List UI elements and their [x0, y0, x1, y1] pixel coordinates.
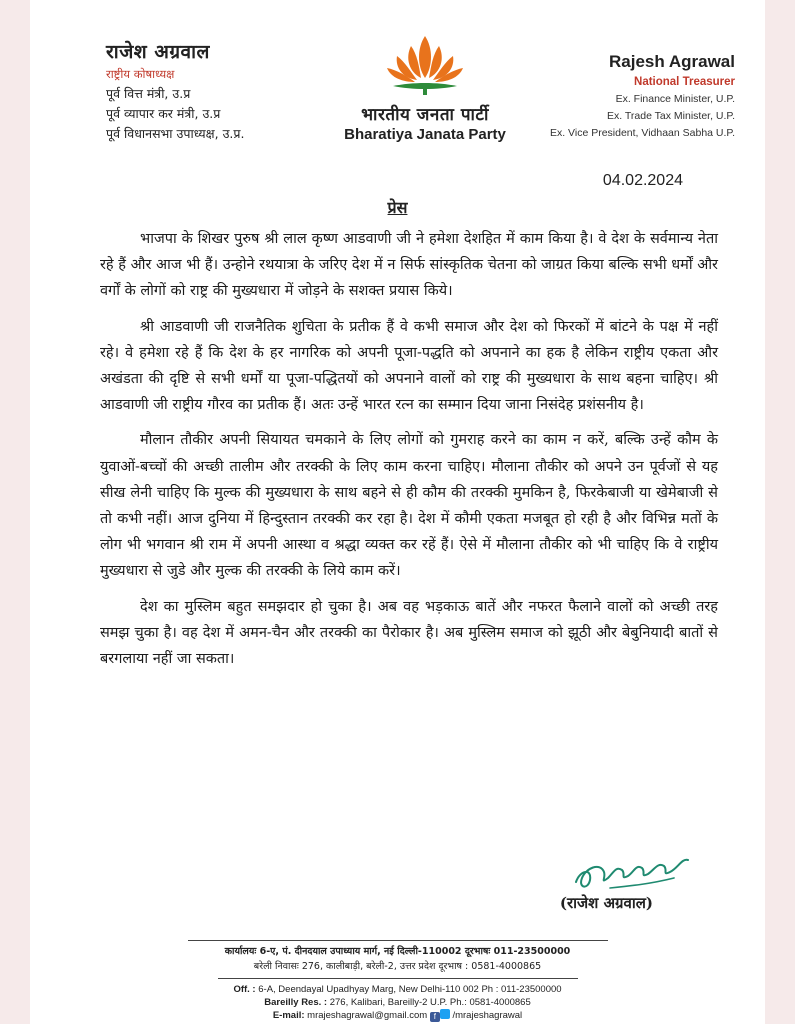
body-paragraph: मौलान तौकीर अपनी सियायत चमकाने के लिए लोगों को गुमराह करने का काम न करें, बल्कि उन्हें कौम के युवाओं-बच्चों की अच्छी तालीम और तरक्की के लिए काम करना चाहिए। मौलाना तौकीर को अपने उन पूर्वजों से यह सीख लेनी चाहिए कि मुल्क की मुख्यधारा के साथ बहने से ही कौम की तरक्की मुमकिन है, फिरकेबाजी या खेमेबाजी से तो कभी नहीं। आज दुनिया में हिन्दुस्तान तरक्की कर रहा है। देश में कौमी एकता मजबूत हो रही है और विभिन्न मतों के लोग भी भगवान श्री राम में अपनी आस्था व श्रद्धा व्यक्त कर रहें हैं। ऐसे में मौलाना तौकीर को भी चाहिए कि वे राष्ट्रीय मुख्यधारा से जुडे और मुल्क की तरक्की के लिये काम करें।: [100, 432, 718, 580]
body-paragraph: देश का मुस्लिम बहुत समझदार हो चुका है। अब वह भड़काऊ बातें और नफरत फैलाने वालों को अच्छी तरह समझ चुका है। वह देश में अमन-चैन और तरक्की का पैरोकार है। अब मुस्लिम समाज को झूठी और बेबुनियादी बातों से बरगलाया नहीं जा सकता।: [100, 598, 718, 668]
office-address: 6-A, Deendayal Upadhyay Marg, New Delhi-110 002 Ph : 011-23500000: [258, 984, 562, 995]
lotus-icon: [383, 32, 467, 96]
english-title-line: Ex. Vice President, Vidhaan Sabha U.P.: [549, 127, 735, 139]
body-paragraph: भाजपा के शिखर पुरुष श्री लाल कृष्ण आडवाणी जी ने हमेशा देशहित में काम किया है। वे देश के सर्वमान्य नेता रहे हैं और आज भी हैं। उन्होने रथयात्रा के जरिए देश में न सिर्फ सांस्कृतिक चेतना को जाग्रत किया बल्कि सभी धर्मों और वर्गों के लोगों को राष्ट्र की मुख्यधारा में जोड़ने के सशक्त प्रयास किये।: [100, 231, 718, 300]
letter-date: 04.02.2024: [602, 172, 683, 189]
residence-address: 276, Kalibari, Bareilly-2 U.P. Ph.: 0581-4000865: [329, 997, 531, 1008]
social-handle[interactable]: /mrajeshagrawal: [452, 1010, 523, 1021]
email-label: E-mail:: [272, 1010, 305, 1021]
office-label: Off. :: [233, 984, 256, 995]
footer-residence-english: [30, 996, 765, 1009]
hindi-role: राष्ट्रीय कोषाध्यक्ष: [106, 67, 175, 81]
english-role: National Treasurer: [634, 76, 735, 88]
footer-office-hindi: कार्यालयः 6-ए, पं. दीनदयाल उपाध्याय मार्ग, नई दिल्ली-110002 दूरभाषः 011-23500000: [224, 946, 571, 957]
english-header-block: [505, 52, 735, 139]
facebook-icon[interactable]: f: [430, 1012, 440, 1022]
hindi-title-line: पूर्व व्यापार कर मंत्री, उ.प्र: [106, 106, 221, 121]
body-paragraph: श्री आडवाणी जी राजनैतिक शुचिता के प्रतीक हैं वे कभी समाज और देश को फिरकों में बांटने के पक्ष में नहीं रहे। वे हमेशा रहे हैं कि देश के हर नागरिक को अपनी पूजा-पद्धति को अपनाने का हक है लेकिन राष्ट्रीय एकता और अखंडता की दृष्टि से सभी धर्मों या पूजा-पद्धितयों को अपनाने वालों को राष्ट्र की मुख्यधारा के साथ बहना चाहिए। श्री आडवाणी जी राष्ट्रीय गौरव का प्रतीक हैं। अतः उन्हें भारत रत्न का सम्मान दिया जाना निसंदेह प्रशंसनीय है।: [100, 318, 718, 414]
hindi-header-block: [106, 38, 326, 142]
hindi-name: राजेश अग्रवाल: [106, 41, 210, 63]
party-name-english: Bharatiya Janata Party: [344, 126, 506, 143]
residence-label: Bareilly Res. :: [264, 997, 328, 1008]
email-link[interactable]: mrajeshagrawal@gmail.com: [307, 1010, 428, 1021]
press-heading: प्रेस: [387, 198, 408, 217]
english-title-line: Ex. Finance Minister, U.P.: [615, 93, 735, 105]
footer-office-english: [30, 983, 765, 996]
party-name-hindi: भारतीय जनता पार्टी: [361, 105, 489, 125]
hindi-title-line: पूर्व विधानसभा उपाध्यक्ष, उ.प्र.: [106, 126, 245, 141]
english-name: Rajesh Agrawal: [609, 52, 735, 71]
signatory-name: (राजेश अग्रवाल): [559, 894, 653, 912]
letterhead-page: [30, 0, 765, 1024]
footer-divider: [188, 940, 608, 941]
footer-contact: [30, 1009, 765, 1022]
letter-body: [100, 226, 718, 681]
handwritten-signature-icon: [570, 848, 700, 896]
footer: [30, 940, 765, 1022]
english-title-line: Ex. Trade Tax Minister, U.P.: [607, 110, 735, 122]
twitter-icon[interactable]: [440, 1009, 450, 1019]
footer-divider: [218, 978, 578, 979]
footer-residence-hindi: बरेली निवासः 276, कालीबाड़ी, बरेली-2, उत्तर प्रदेश दूरभाष : 0581-4000865: [253, 961, 542, 972]
hindi-title-line: पूर्व वित्त मंत्री, उ.प्र: [106, 86, 191, 101]
party-logo: [330, 32, 520, 143]
